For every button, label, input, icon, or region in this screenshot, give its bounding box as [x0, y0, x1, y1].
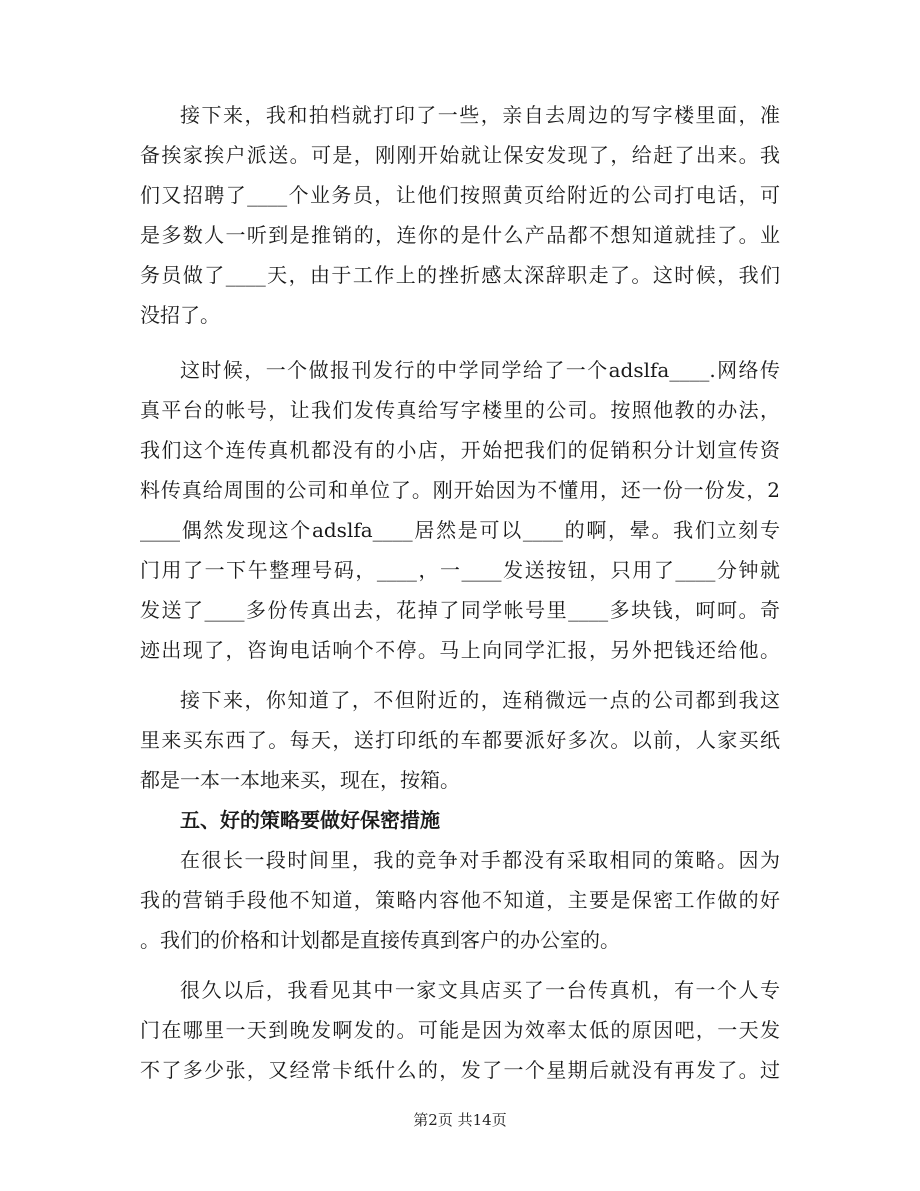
- paragraph-line: 里来买东西了。每天，送打印纸的车都要派好多次。以前，人家买纸: [140, 728, 780, 752]
- paragraph-line: 务员做了____天，由于工作上的挫折感太深辞职走了。这时候，我们: [140, 263, 780, 287]
- paragraph-line: 迹出现了，咨询电话响个不停。马上向同学汇报，另外把钱还给他。: [140, 638, 780, 662]
- paragraph-line: 这时候，一个做报刊发行的中学同学给了一个adslfa____.网络传: [180, 358, 780, 382]
- paragraph-line: 门在哪里一天到晚发啊发的。可能是因为效率太低的原因吧，一天发: [140, 1018, 780, 1042]
- paragraph-line: 没招了。: [140, 303, 220, 327]
- paragraph-line: 都是一本一本地来买，现在，按箱。: [140, 768, 460, 792]
- paragraph-line: 。我们的价格和计划都是直接传真到客户的办公室的。: [140, 928, 620, 952]
- section-heading: 五、好的策略要做好保密措施: [180, 808, 440, 832]
- paragraph-line: 很久以后，我看见其中一家文具店买了一台传真机，有一个人专: [180, 978, 780, 1002]
- page-number-footer: 第2页 共14页: [413, 1111, 507, 1129]
- paragraph-line: 接下来，我和拍档就打印了一些，亲自去周边的写字楼里面，准: [180, 103, 780, 127]
- paragraph-line: 们又招聘了____个业务员，让他们按照黄页给附近的公司打电话，可: [140, 183, 780, 207]
- paragraph-line: 在很长一段时间里，我的竞争对手都没有采取相同的策略。因为: [180, 848, 780, 872]
- paragraph-line: 真平台的帐号，让我们发传真给写字楼里的公司。按照他教的办法，: [140, 398, 780, 422]
- paragraph-line: 是多数人一听到是推销的，连你的是什么产品都不想知道就挂了。业: [140, 223, 780, 247]
- paragraph-line: 接下来，你知道了，不但附近的，连稍微远一点的公司都到我这: [180, 688, 780, 712]
- paragraph-line: 我们这个连传真机都没有的小店，开始把我们的促销积分计划宣传资: [140, 438, 780, 462]
- paragraph-line: ____偶然发现这个adslfa____居然是可以____的啊，晕。我们立刻专: [140, 518, 780, 542]
- paragraph-line: 料传真给周围的公司和单位了。刚开始因为不懂用，还一份一份发，2: [140, 478, 780, 502]
- paragraph-line: 备挨家挨户派送。可是，刚刚开始就让保安发现了，给赶了出来。我: [140, 143, 780, 167]
- paragraph-line: 我的营销手段他不知道，策略内容他不知道，主要是保密工作做的好: [140, 888, 780, 912]
- paragraph-line: 发送了____多份传真出去，花掉了同学帐号里____多块钱，呵呵。奇: [140, 598, 780, 622]
- paragraph-line: 门用了一下午整理号码，____，一____发送按钮，只用了____分钟就: [140, 558, 780, 582]
- paragraph-line: 不了多少张，又经常卡纸什么的，发了一个星期后就没有再发了。过: [140, 1058, 780, 1082]
